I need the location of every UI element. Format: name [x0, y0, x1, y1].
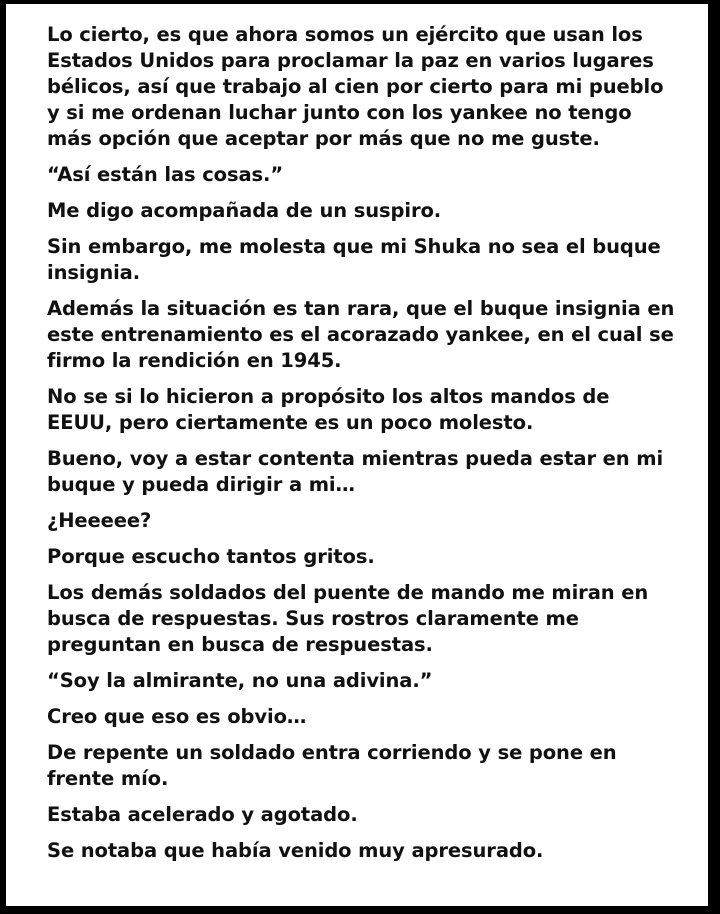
paragraph: Bueno, voy a estar contenta mientras pueda estar en mi buque y pueda dirigir a mi… [47, 447, 664, 496]
paragraph: Creo que eso es obvio… [47, 705, 307, 728]
paragraph: No se si lo hicieron a propósito los altos mandos de EEUU, pero ciertamente es un poco molesto. [47, 385, 610, 434]
document-page [6, 4, 708, 906]
paragraph: Además la situación es tan rara, que el buque insignia en este entrenamiento es el acorazado yankee, en el cual se firmo la rendición en 1945. [47, 297, 675, 372]
paragraph: Me digo acompañada de un suspiro. [47, 199, 442, 222]
paragraph: Estaba acelerado y agotado. [47, 803, 358, 826]
paragraph: “Así están las cosas.” [47, 163, 284, 186]
paragraph: De repente un soldado entra corriendo y se pone en frente mío. [47, 741, 617, 790]
paragraph: Se notaba que había venido muy apresurado. [47, 839, 544, 862]
paragraph: Porque escucho tantos gritos. [47, 545, 375, 568]
paragraph: Los demás soldados del puente de mando me miran en busca de respuestas. Sus rostros claramente me preguntan en busca de respuestas. [47, 581, 649, 656]
paragraph: Lo cierto, es que ahora somos un ejército que usan los Estados Unidos para proclamar la paz en varios lugares bélicos, así que trabajo al cien por cierto para mi pueblo y si me ordenan luchar junto con los yankee no tengo más opción que aceptar por más que no me guste. [47, 23, 664, 150]
paragraph: “Soy la almirante, no una adivina.” [47, 669, 433, 692]
paragraph: Sin embargo, me molesta que mi Shuka no sea el buque insignia. [47, 235, 661, 284]
paragraph: ¿Heeeee? [47, 509, 152, 532]
